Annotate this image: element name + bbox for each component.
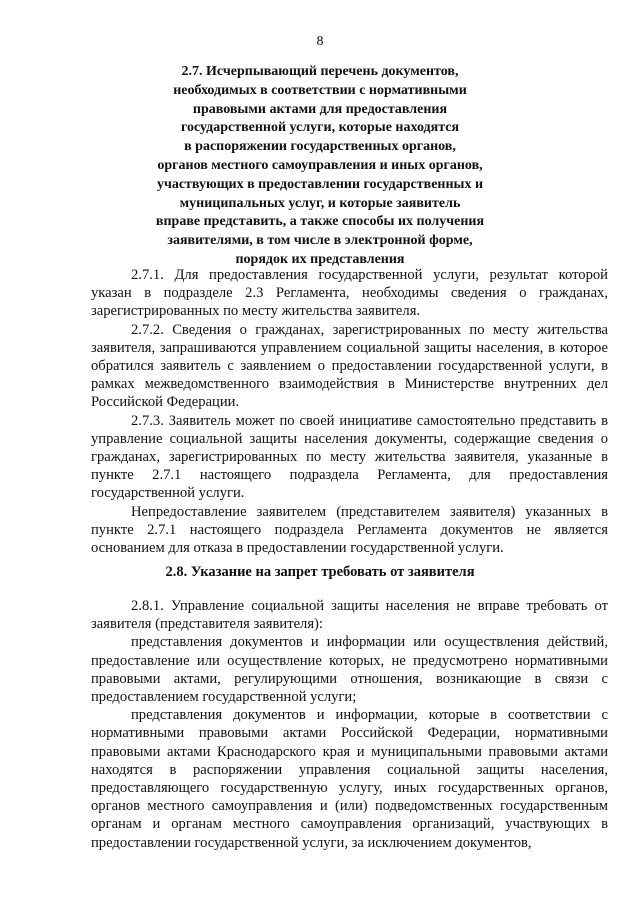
section-2-7-body xyxy=(91,266,608,557)
paragraph-prohibition-2: представления документов и информации, которые в соответствии с нормативными правовыми актами Российской Федерации, нормативными правовыми актами Краснодарского края и муниципальными правовыми актами находятся в распоряжении управления социальной защиты населения, предоставляющего государственную услугу, иных государственных органов, органов местного самоуправления и (или) подведомственных государственным органам и органам местного самоуправления организаций, участвующих в предоставлении государственной услуги, за исключением документов, xyxy=(91,707,608,851)
heading-line: правовыми актами для предоставления xyxy=(192,101,448,117)
heading-line: органов местного самоуправления и иных органов, xyxy=(157,157,483,173)
paragraph-2-7-1: 2.7.1. Для предоставления государственной услуги, результат которой указан в подразделе 2.3 Регламента, необходимы сведения о гражданах, зарегистрированных по месту жительства заявителя. xyxy=(91,267,608,320)
heading-line: необходимых в соответствии с нормативными xyxy=(173,82,467,98)
heading-line: муниципальных услуг, и которые заявитель xyxy=(179,195,461,211)
paragraph-2-7-2: 2.7.2. Сведения о гражданах, зарегистрированных по месту жительства заявителя, запрашиваются управлением социальной защиты населения, в которое обратился заявитель с заявлением о предоставлении государственной услуги, в рамках межведомственного взаимодействия в Министерстве внутренних дел Российской Федерации. xyxy=(91,321,608,411)
heading-line: порядок их представления xyxy=(235,251,405,267)
paragraph-2-7-3: 2.7.3. Заявитель может по своей инициативе самостоятельно представить в управление социальной защиты населения документы, содержащие сведения о гражданах, зарегистрированных по месту жительства заявителя, указанные в пункте 2.7.1 настоящего подраздела Регламента, для предоставления государственной услуги. xyxy=(91,412,608,502)
paragraph-2-8-1: 2.8.1. Управление социальной защиты населения не вправе требовать от заявителя (представителя заявителя): xyxy=(91,598,608,633)
heading-line: в распоряжении государственных органов, xyxy=(184,139,456,155)
heading-line: вправе представить, а также способы их получения xyxy=(155,214,485,230)
page-number: 8 xyxy=(316,34,324,49)
heading-line: государственной услуги, которые находятся xyxy=(180,120,460,136)
paragraph-prohibition-1: представления документов и информации или осуществления действий, предоставление или осуществление которых, не предусмотрено нормативными правовыми актами, регулирующими отношения, возникающие в связи с предоставлением государственной услуги; xyxy=(91,634,608,706)
heading-line: заявителями, в том числе в электронной форме, xyxy=(167,233,473,249)
section-2-8-body xyxy=(91,597,608,852)
heading-line: 2.7. Исчерпывающий перечень документов, xyxy=(181,64,459,79)
paragraph-non-provision: Непредоставление заявителем (представителем заявителя) указанных в пункте 2.7.1 настоящего подраздела Регламента документов не является основанием для отказа в предоставлении государственной услуги. xyxy=(91,503,608,557)
section-2-8-heading: 2.8. Указание на запрет требовать от заявителя xyxy=(165,564,475,580)
section-2-7-heading xyxy=(150,63,490,270)
heading-line: участвующих в предоставлении государственных и xyxy=(156,176,484,192)
